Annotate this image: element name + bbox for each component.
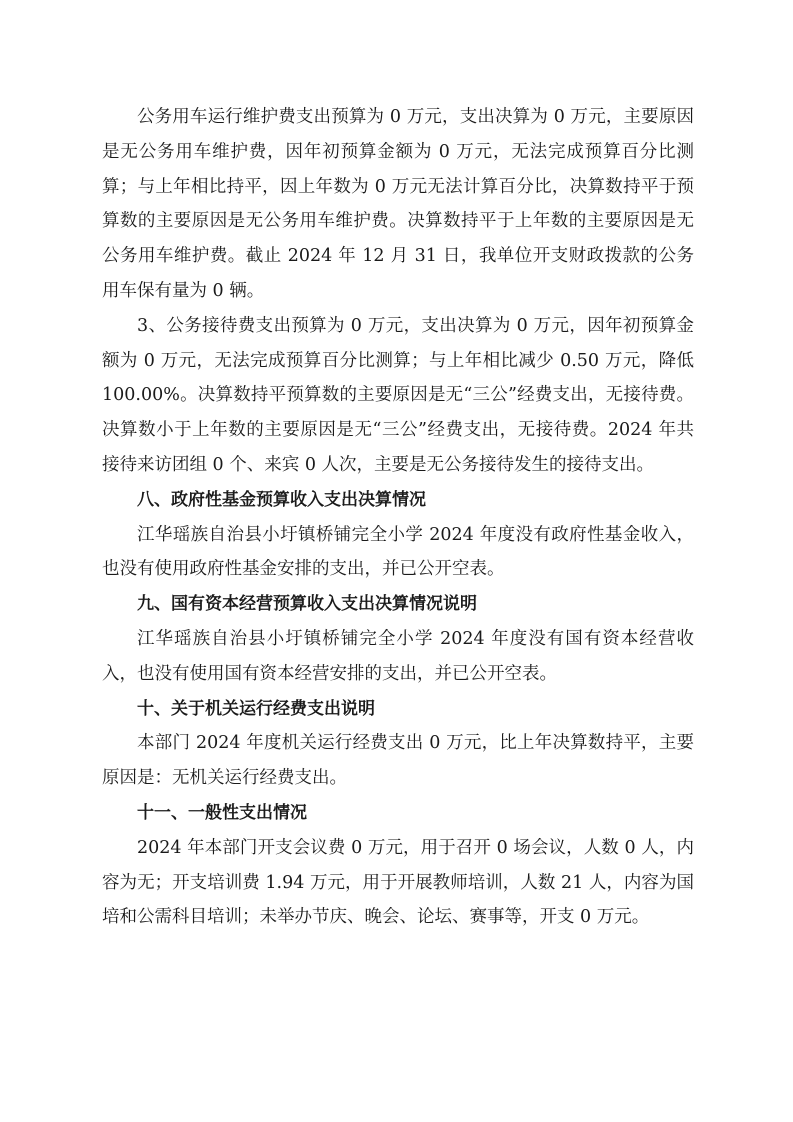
- section-body-operating-expense: 本部门 2024 年度机关运行经费支出 0 万元，比上年决算数持平，主要原因是：无机关运行经费支出。: [102, 733, 694, 789]
- section-heading-operating-expense: 十、关于机关运行经费支出说明: [137, 698, 375, 719]
- section-body-general-expense: 2024 年本部门开支会议费 0 万元，用于召开 0 场会议，人数 0 人，内容为无；开支培训费 1.94 万元，用于开展教师培训，人数 21 人，内容为国培和公需科目培训；未举办节庆、晚会、论坛、赛事等，开支 0 万元。: [102, 837, 694, 928]
- section-heading-general-expense: 十一、一般性支出情况: [137, 802, 307, 823]
- section-heading-government-fund: 八、政府性基金预算收入支出决算情况: [137, 489, 426, 510]
- paragraph-vehicle-maintenance: 公务用车运行维护费支出预算为 0 万元，支出决算为 0 万元，主要原因是无公务用车维护费，因年初预算金额为 0 万元，无法完成预算百分比测算；与上年相比持平，因上年数为 0 万元无法计算百分比，决算数持平于预算数的主要原因是无公务用车维护费。决算数持平于上年数的主要原因是无公务用车维护费。截止 2024 年 12 月 31 日，我单位开支财政拨款的公务用车保有量为 0 辆。: [102, 107, 694, 301]
- document-body: [102, 100, 694, 935]
- section-heading-state-capital: 九、国有资本经营预算收入支出决算情况说明: [137, 594, 477, 615]
- section-body-government-fund: 江华瑶族自治县小圩镇桥铺完全小学 2024 年度没有政府性基金收入，也没有使用政府性基金安排的支出，并已公开空表。: [102, 524, 694, 580]
- paragraph-reception-expense: 3、公务接待费支出预算为 0 万元，支出决算为 0 万元，因年初预算金额为 0 万元，无法完成预算百分比测算；与上年相比减少 0.50 万元，降低 100.00%。决算数持平预算数的主要原因是无“三公”经费支出，无接待费。决算数小于上年数的主要原因是无“三公”经费支出，无接待费。2024 年共接待来访团组 0 个、来宾 0 人次，主要是无公务接待发生的接待支出。: [102, 315, 694, 475]
- section-body-state-capital: 江华瑶族自治县小圩镇桥铺完全小学 2024 年度没有国有资本经营收入，也没有使用国有资本经营安排的支出，并已公开空表。: [102, 628, 694, 684]
